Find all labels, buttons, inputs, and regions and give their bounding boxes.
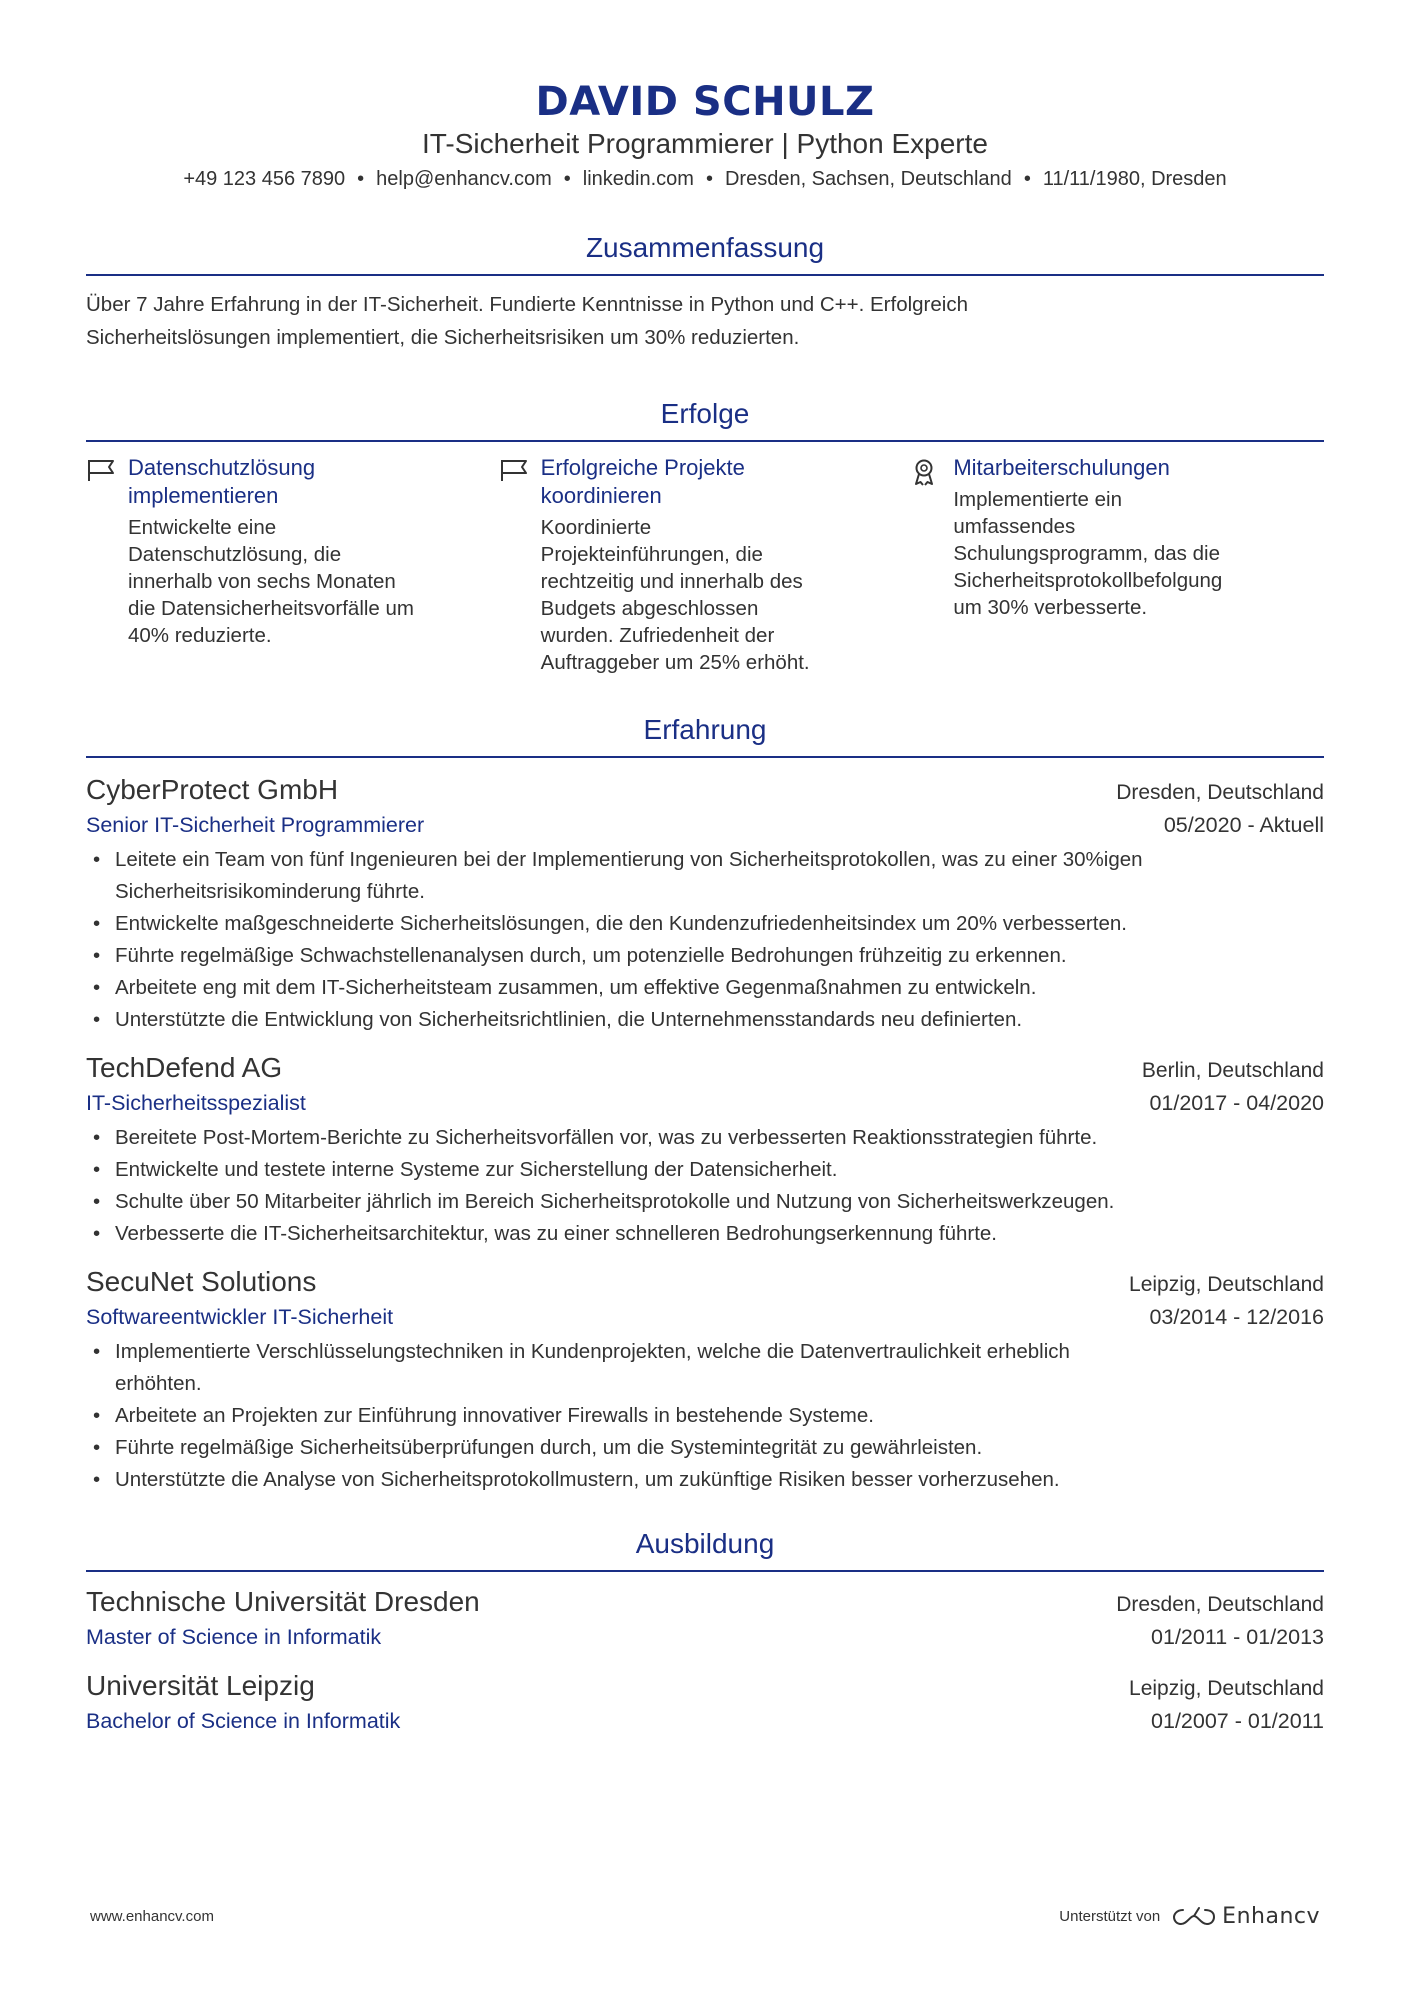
school-location: Dresden, Deutschland [1116,1593,1324,1616]
achievement-item [499,454,912,676]
candidate-name: DAVID SCHULZ [535,79,875,125]
job-header [86,772,1324,808]
company-name: TechDefend AG [86,1052,283,1083]
achievement-title-line: Mitarbeiterschulungen [953,455,1170,480]
bullet-line: erhöhten. [115,1372,202,1395]
bullet-item [86,844,1324,908]
separator-dot: • [1023,168,1031,190]
bullet-line: • Arbeitete an Projekten zur Einführung innovativer Firewalls in bestehende Systeme. [115,1404,874,1427]
separator-dot: • [357,168,365,190]
bullet-line: • Führte regelmäßige Schwachstellenanalysen durch, um potenzielle Bedrohungen frühzeitig zu erkennen. [115,944,1067,967]
education-period: 01/2007 - 01/2011 [1151,1709,1324,1733]
bullet-line: • Unterstützte die Analyse von Sicherheitsprotokollmustern, um zukünftige Risiken besser vorherzusehen. [115,1468,1060,1491]
bullet-line: • Implementierte Verschlüsselungstechniken in Kundenprojekten, welche die Datenvertraulichkeit erheblich [115,1340,1070,1363]
education-entry [86,1584,1324,1652]
achievement-description [128,514,478,649]
section-title-education: Ausbildung [86,1526,1324,1572]
bullet-line: • Entwickelte und testete interne Systeme zur Sicherstellung der Datensicherheit. [115,1158,838,1181]
job-subheader [86,1088,1324,1118]
school-location: Leipzig, Deutschland [1129,1677,1324,1700]
linkedin-link[interactable]: linkedin.com [582,168,694,190]
job-entry [86,1050,1324,1250]
achievement-title [541,454,891,510]
separator-dot: • [705,168,713,190]
achievement-item [86,454,499,676]
job-location: Berlin, Deutschland [1141,1059,1324,1082]
achievement-desc-line: rechtzeitig und innerhalb des [540,570,803,593]
footer-branding[interactable] [1059,1904,1320,1929]
job-period: 01/2017 - 04/2020 [1149,1091,1324,1115]
job-entry [86,772,1324,1036]
birth-date-text: 11/11/1980, Dresden [1042,168,1227,190]
job-header [86,1264,1324,1300]
achievement-desc-line: Projekteinführungen, die [540,543,763,566]
achievement-body [953,454,1303,676]
section-title-experience: Erfahrung [86,712,1324,758]
achievement-description [953,486,1303,621]
achievement-desc-line: 40% reduzierte. [128,624,272,647]
award-icon [911,454,953,676]
school-name: Universität Leipzig [86,1670,315,1701]
achievement-title-line: Erfolgreiche Projekte [540,455,745,480]
education-header [86,1584,1324,1620]
job-subheader [86,810,1324,840]
job-location: Dresden, Deutschland [1116,781,1324,804]
job-bullets [86,1336,1324,1496]
job-period: 05/2020 - Aktuell [1163,813,1324,837]
bullet-line: • Entwickelte maßgeschneiderte Sicherheitslösungen, die den Kundenzufriedenheitsindex um 20% verbesserten. [115,912,1127,935]
summary-line: Sicherheitslösungen implementiert, die Sicherheitsrisiken um 30% reduzierten. [86,326,800,349]
degree: Bachelor of Science in Informatik [86,1709,401,1733]
phone-text: +49 123 456 7890 [183,168,346,190]
job-entry [86,1264,1324,1496]
flag-icon [86,454,128,676]
summary-line: Über 7 Jahre Erfahrung in der IT-Sicherheit. Fundierte Kenntnisse in Python und C++. Erfolgreich [86,293,968,316]
section-title-achievements: Erfolge [86,396,1324,442]
separator-dot: • [563,168,571,190]
footer-website-link[interactable]: www.enhancv.com [90,1908,214,1925]
job-header [86,1050,1324,1086]
degree: Master of Science in Informatik [86,1625,382,1649]
summary-text [86,288,1324,354]
achievement-title [128,454,478,510]
bullet-item [86,1004,1324,1036]
achievement-title-line: Datenschutzlösung [128,455,316,480]
education-subheader [86,1622,1324,1652]
bullet-item [86,1154,1324,1186]
bullet-item [86,1186,1324,1218]
flag-icon [499,454,541,676]
education-subheader [86,1706,1324,1736]
bullet-item [86,972,1324,1004]
email-link[interactable]: help@enhancv.com [376,168,552,190]
achievement-desc-line: Schulungsprogramm, das die [953,542,1220,565]
achievement-item [911,454,1324,676]
bullet-item [86,1464,1324,1496]
achievement-desc-line: innerhalb von sechs Monaten [128,570,396,593]
achievement-title-line: koordinieren [540,483,662,508]
achievement-desc-line: Auftraggeber um 25% erhöht. [540,651,810,674]
education-section [86,1526,1324,1736]
job-subheader [86,1302,1324,1332]
achievement-description [541,514,891,676]
achievement-title [953,454,1303,482]
company-name: CyberProtect GmbH [86,774,339,805]
bullet-line: • Führte regelmäßige Sicherheitsüberprüfungen durch, um die Systemintegrität zu gewährleisten. [115,1436,983,1459]
page-footer [90,1904,1320,1929]
achievement-desc-line: Entwickelte eine [128,516,277,539]
achievement-desc-line: Implementierte ein [953,488,1122,511]
experience-section [86,712,1324,1496]
achievement-body [128,454,478,676]
school-name: Technische Universität Dresden [86,1586,480,1617]
education-period: 01/2011 - 01/2013 [1151,1625,1324,1649]
job-bullets [86,844,1324,1036]
bullet-item [86,1122,1324,1154]
job-role: Softwareentwickler IT-Sicherheit [86,1305,394,1329]
bullet-line: • Leitete ein Team von fünf Ingenieuren bei der Implementierung von Sicherheitsprotokollen, was zu einer 30%igen [115,848,1143,871]
achievement-desc-line: Budgets abgeschlossen [540,597,759,620]
bullet-item [86,1432,1324,1464]
job-period: 03/2014 - 12/2016 [1149,1305,1324,1329]
bullet-line: • Arbeitete eng mit dem IT-Sicherheitsteam zusammen, um effektive Gegenmaßnahmen zu entwickeln. [115,976,1037,999]
achievement-title-line: implementieren [128,483,279,508]
bullet-line: • Verbesserte die IT-Sicherheitsarchitektur, was zu einer schnelleren Bedrohungserkennung führte. [115,1222,998,1245]
education-entry [86,1668,1324,1736]
summary-section [86,230,1324,354]
bullet-line: • Unterstützte die Entwicklung von Sicherheitsrichtlinien, die Unternehmensstandards neu definierten. [115,1008,1023,1031]
resume-header [86,0,1324,194]
education-header [86,1668,1324,1704]
achievement-desc-line: die Datensicherheitsvorfälle um [128,597,414,620]
achievement-desc-line: umfassendes [953,515,1076,538]
company-name: SecuNet Solutions [86,1266,317,1297]
candidate-headline: IT-Sicherheit Programmierer | Python Experte [422,128,988,159]
bullet-item [86,1336,1324,1400]
job-role: Senior IT-Sicherheit Programmierer [86,813,425,837]
job-role: IT-Sicherheitsspezialist [86,1091,306,1115]
section-title-summary: Zusammenfassung [86,230,1324,276]
achievements-section [86,396,1324,676]
achievement-desc-line: wurden. Zufriedenheit der [540,624,775,647]
bullet-line: Sicherheitsrisikominderung führte. [115,880,425,903]
bullet-item [86,1400,1324,1432]
bullet-item [86,940,1324,972]
location-text: Dresden, Sachsen, Deutschland [724,168,1012,190]
bullet-item [86,908,1324,940]
brand-name: Enhancv [1222,1904,1320,1929]
bullet-item [86,1218,1324,1250]
bullet-line: • Schulte über 50 Mitarbeiter jährlich im Bereich Sicherheitsprotokolle und Nutzung von Sicherheitswerkzeugen. [115,1190,1115,1213]
contact-line [86,164,1324,194]
enhancv-logo-icon [1172,1906,1216,1928]
achievements-grid [86,454,1324,676]
job-bullets [86,1122,1324,1250]
achievement-body [541,454,891,676]
job-location: Leipzig, Deutschland [1129,1273,1324,1296]
achievement-desc-line: Sicherheitsprotokollbefolgung [953,569,1223,592]
achievement-desc-line: um 30% verbesserte. [953,596,1148,619]
achievement-desc-line: Koordinierte [540,516,652,539]
bullet-line: • Bereitete Post-Mortem-Berichte zu Sicherheitsvorfällen vor, was zu verbesserten Reaktionsstrategien führte. [115,1126,1098,1149]
achievement-desc-line: Datenschutzlösung, die [128,543,342,566]
powered-by-text: Unterstützt von [1059,1908,1161,1925]
